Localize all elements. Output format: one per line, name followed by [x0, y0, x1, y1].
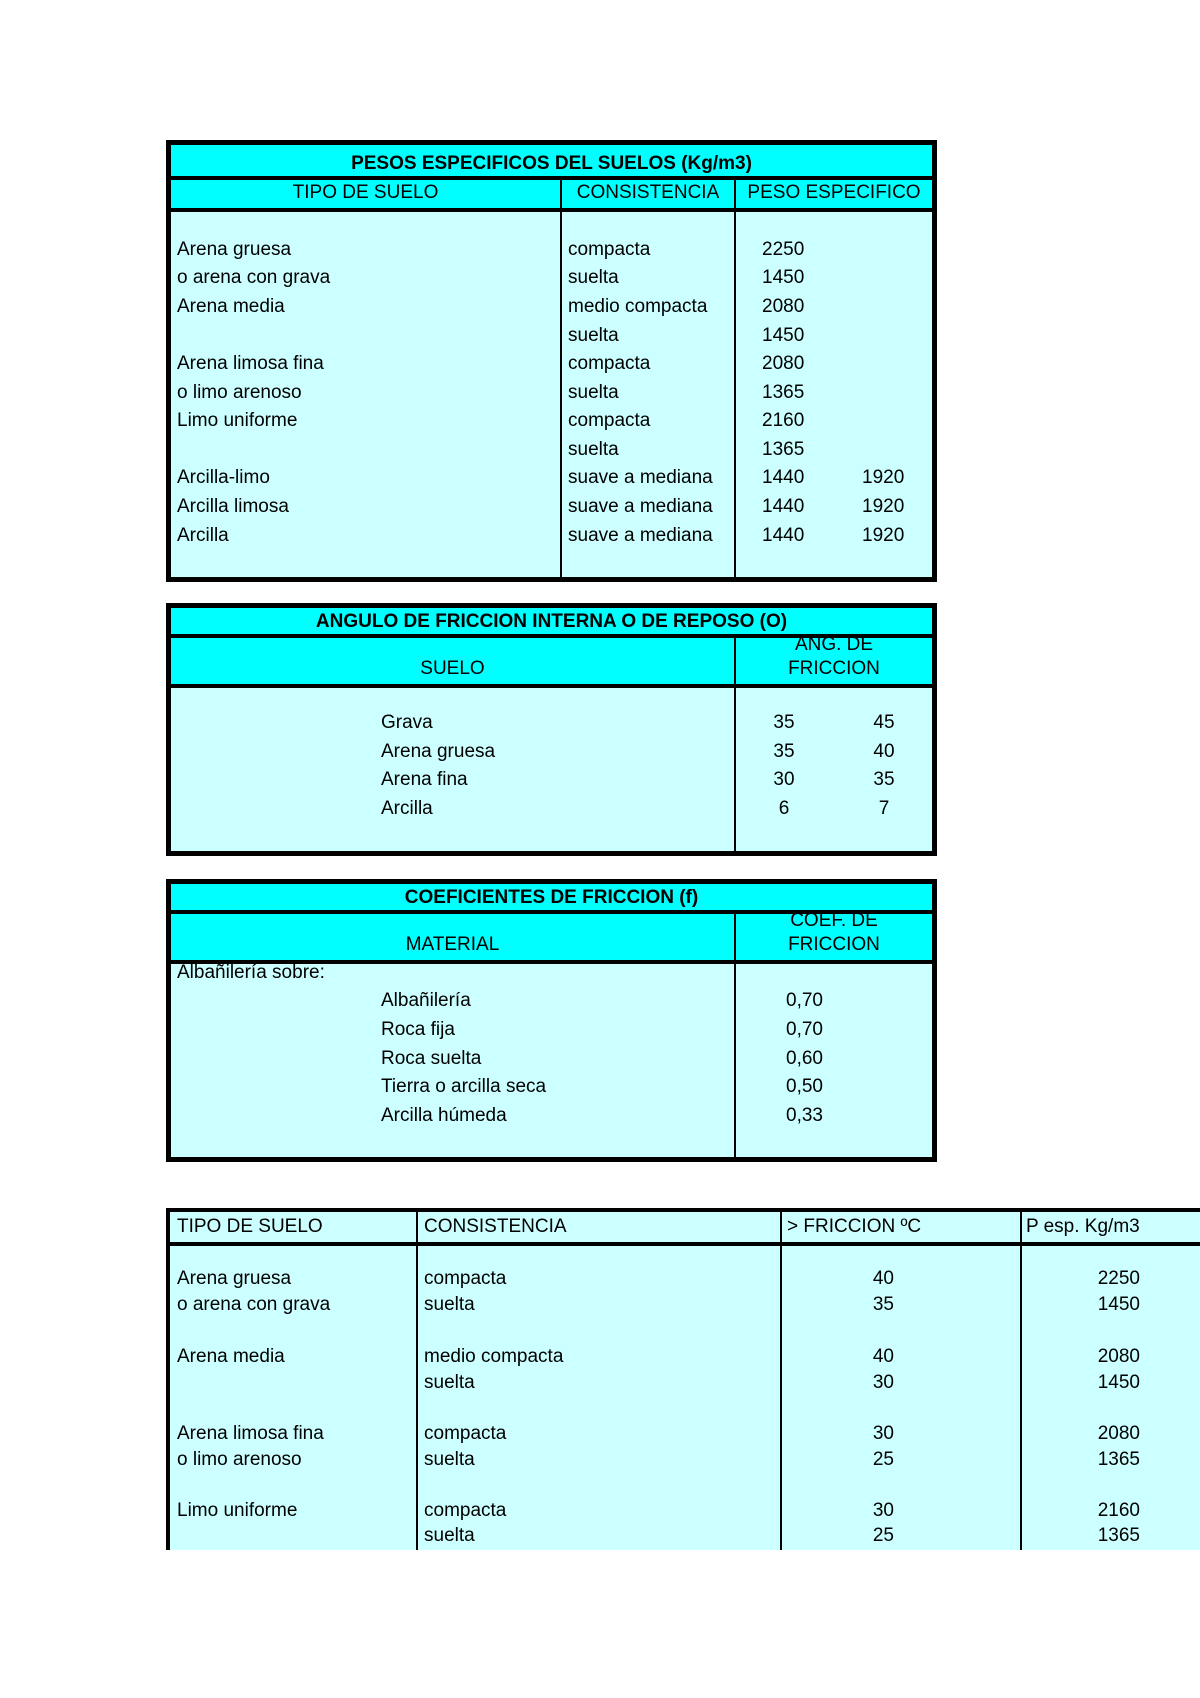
- table-cell: 1920: [862, 525, 905, 546]
- table-cell: 2250: [762, 239, 805, 260]
- table-cell: suave a mediana: [568, 496, 713, 517]
- table-cell: Arcilla: [381, 798, 433, 819]
- table-cell: 2080: [1097, 1346, 1140, 1367]
- friction-coefficients-title: COEFICIENTES DE FRICCION (f): [404, 887, 699, 908]
- table-cell: suelta: [424, 1372, 475, 1393]
- table-cell: 0,60: [786, 1048, 823, 1069]
- specific-weights-title: PESOS ESPECIFICOS DEL SUELOS (Kg/m3): [351, 153, 752, 174]
- table-cell: 30: [872, 1372, 894, 1393]
- table-cell: compacta: [568, 239, 651, 260]
- table-cell: Arena media: [177, 296, 285, 317]
- table-cell: Limo uniforme: [177, 1500, 298, 1521]
- table-cell: Arcilla húmeda: [381, 1105, 507, 1126]
- table-cell: Arena limosa fina: [177, 1423, 324, 1444]
- table-cell: suelta: [424, 1294, 475, 1315]
- t2-header-soil: SUELO: [420, 658, 485, 679]
- table-cell: 1440: [762, 496, 805, 517]
- table-cell: 2080: [762, 296, 805, 317]
- friction-angle-title: ANGULO DE FRICCION INTERNA O DE REPOSO (O): [315, 611, 788, 632]
- t4-header-border: [166, 1242, 1200, 1246]
- table-cell: 2080: [1097, 1423, 1140, 1444]
- table-cell: 7: [878, 798, 890, 819]
- table-cell: suelta: [568, 439, 619, 460]
- t4-header-soil-type: TIPO DE SUELO: [177, 1216, 323, 1237]
- table-cell: o limo arenoso: [177, 382, 302, 403]
- t4-top-border: [166, 1208, 1200, 1212]
- t1-divider-1: [560, 178, 562, 577]
- table-cell: suave a mediana: [568, 467, 713, 488]
- t4-header-consistency: CONSISTENCIA: [424, 1216, 567, 1237]
- table-cell: Arena limosa fina: [177, 353, 324, 374]
- table-cell: 45: [873, 712, 895, 733]
- table-cell: 1365: [762, 439, 805, 460]
- table-cell: suelta: [568, 267, 619, 288]
- t4-header-friction: > FRICCION ºC: [787, 1216, 922, 1237]
- table-cell: 35: [773, 712, 795, 733]
- table-cell: 1450: [762, 267, 805, 288]
- table-cell: 2160: [1097, 1500, 1140, 1521]
- table-cell: Arena media: [177, 1346, 285, 1367]
- table-cell: 0,70: [786, 990, 823, 1011]
- table-cell: 0,70: [786, 1019, 823, 1040]
- t2-header-angle-line2: FRICCION: [788, 658, 880, 679]
- t3-header-material: MATERIAL: [405, 934, 500, 955]
- table-cell: medio compacta: [424, 1346, 564, 1367]
- table-cell: Grava: [381, 712, 433, 733]
- table-cell: o limo arenoso: [177, 1449, 302, 1470]
- table-cell: Arena gruesa: [177, 1268, 292, 1289]
- t4-divider-3: [1020, 1208, 1022, 1550]
- t4-divider-2: [780, 1208, 782, 1550]
- table-cell: 25: [872, 1449, 894, 1470]
- t1-header-soil-type: TIPO DE SUELO: [292, 182, 439, 203]
- table-cell: o arena con grava: [177, 267, 331, 288]
- t1-header-consistency: CONSISTENCIA: [576, 182, 720, 203]
- table-cell: Arena gruesa: [381, 741, 496, 762]
- table-cell: 1450: [762, 325, 805, 346]
- table-cell: 6: [778, 798, 790, 819]
- table-cell: 0,33: [786, 1105, 823, 1126]
- table-cell: Arena gruesa: [177, 239, 292, 260]
- table-cell: 30: [773, 769, 795, 790]
- table-cell: 40: [872, 1346, 894, 1367]
- table-cell: 1450: [1097, 1294, 1140, 1315]
- table-cell: 25: [872, 1525, 894, 1546]
- table-cell: Roca suelta: [381, 1048, 482, 1069]
- table-cell: compacta: [568, 410, 651, 431]
- table-cell: 2160: [762, 410, 805, 431]
- t4-divider-1: [416, 1208, 418, 1550]
- table-cell: 1440: [762, 467, 805, 488]
- table-cell: suelta: [424, 1449, 475, 1470]
- table-cell: 35: [872, 1294, 894, 1315]
- table-cell: Tierra o arcilla seca: [381, 1076, 547, 1097]
- table-cell: Limo uniforme: [177, 410, 298, 431]
- table-cell: Arcilla: [177, 525, 229, 546]
- table-cell: 30: [872, 1500, 894, 1521]
- table-cell: compacta: [424, 1500, 507, 1521]
- table-cell: suelta: [424, 1525, 475, 1546]
- t4-header-weight: P esp. Kg/m3: [1026, 1216, 1140, 1237]
- table-cell: 2080: [762, 353, 805, 374]
- t3-group-label: Albañilería sobre:: [177, 962, 325, 983]
- table-cell: compacta: [568, 353, 651, 374]
- table-cell: 1450: [1097, 1372, 1140, 1393]
- table-cell: 35: [873, 769, 895, 790]
- table-cell: suave a mediana: [568, 525, 713, 546]
- table-cell: 1920: [862, 467, 905, 488]
- t3-header-coef-line1: COEF. DE: [790, 910, 878, 931]
- t3-header-coef-line2: FRICCION: [788, 934, 880, 955]
- table-cell: 30: [872, 1423, 894, 1444]
- t1-header-specific-weight: PESO ESPECIFICO: [747, 182, 921, 203]
- table-cell: 0,50: [786, 1076, 823, 1097]
- t4-left-border: [166, 1208, 170, 1550]
- table-cell: Arcilla limosa: [177, 496, 289, 517]
- table-cell: 40: [873, 741, 895, 762]
- table-cell: compacta: [424, 1268, 507, 1289]
- table-cell: Arcilla-limo: [177, 467, 270, 488]
- table-cell: o arena con grava: [177, 1294, 331, 1315]
- table-cell: compacta: [424, 1423, 507, 1444]
- table-cell: suelta: [568, 325, 619, 346]
- table-cell: 1440: [762, 525, 805, 546]
- table-cell: Albañilería: [381, 990, 471, 1011]
- table-cell: 1920: [862, 496, 905, 517]
- table-cell: Arena fina: [381, 769, 468, 790]
- table-cell: 35: [773, 741, 795, 762]
- table-cell: suelta: [568, 382, 619, 403]
- t1-divider-2: [734, 178, 736, 577]
- table-cell: medio compacta: [568, 296, 708, 317]
- table-cell: 40: [872, 1268, 894, 1289]
- table-cell: 1365: [1097, 1525, 1140, 1546]
- table-cell: 1365: [762, 382, 805, 403]
- t2-header-angle-line1: ANG. DE: [794, 634, 874, 655]
- table-cell: Roca fija: [381, 1019, 455, 1040]
- table-cell: 1365: [1097, 1449, 1140, 1470]
- table-cell: 2250: [1097, 1268, 1140, 1289]
